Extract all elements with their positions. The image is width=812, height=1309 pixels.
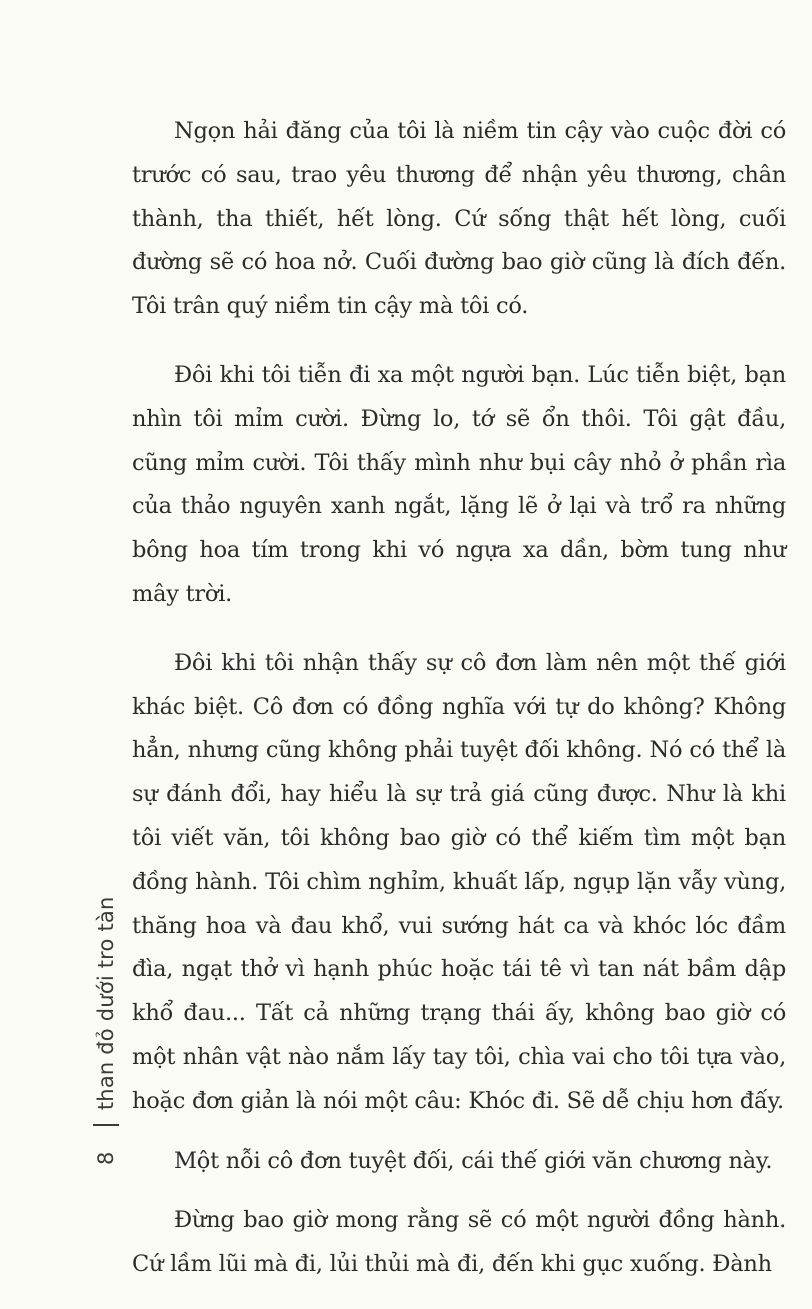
running-head-divider (93, 1124, 119, 1126)
running-head (93, 897, 119, 1165)
paragraph-solitude: Đôi khi tôi nhận thấy sự cô đơn làm nên một thế giới khác biệt. Cô đơn có đồng nghĩa với tự do không? Không hẳn, nhưng cũng không phải tuyệt đối không. Nó có thể là sự đánh đổi, hay hiểu là sự trả giá cũng được. Như là khi tôi viết văn, tôi không bao giờ có thể kiếm tìm một bạn đồng hành. Tôi chìm nghỉm, khuất lấp, ngụp lặn vẫy vùng, thăng hoa và đau khổ, vui sướng hát ca và khóc lóc đầm đìa, ngạt thở vì hạnh phúc hoặc tái tê vì tan nát bầm dập khổ đau... Tất cả những trạng thái ấy, không bao giờ có một nhân vật nào nắm lấy tay tôi, chìa vai cho tôi tựa vào, hoặc đơn giản là nói một câu: Khóc đi. Sẽ dễ chịu hơn đấy. (132, 649, 786, 1114)
paragraph-no-companion: Đừng bao giờ mong rằng sẽ có một người đồng hành. Cứ lầm lũi mà đi, lủi thủi mà đi, đến khi gục xuống. Đành (132, 1207, 786, 1278)
paragraph-lighthouse: Ngọn hải đăng của tôi là niềm tin cậy vào cuộc đời có trước có sau, trao yêu thương để nhận yêu thương, chân thành, tha thiết, hết lòng. Cứ sống thật hết lòng, cuối đường sẽ có hoa nở. Cuối đường bao giờ cũng là đích đến. Tôi trân quý niềm tin cậy mà tôi có. (132, 118, 786, 320)
page-number: 8 (94, 1151, 118, 1165)
paragraph-absolute-loneliness: Một nỗi cô đơn tuyệt đối, cái thế giới văn chương này. (174, 1147, 773, 1174)
paragraph-farewell-friend: Đôi khi tôi tiễn đi xa một người bạn. Lúc tiễn biệt, bạn nhìn tôi mỉm cười. Đừng lo, tớ sẽ ổn thôi. Tôi gật đầu, cũng mỉm cười. Tôi thấy mình như bụi cây nhỏ ở phần rìa của thảo nguyên xanh ngắt, lặng lẽ ở lại và trổ ra những bông hoa tím trong khi vó ngựa xa dần, bờm tung như mây trời. (132, 361, 786, 607)
book-title: than đỏ dưới tro tàn (94, 896, 118, 1111)
page-body-text (132, 110, 786, 1287)
